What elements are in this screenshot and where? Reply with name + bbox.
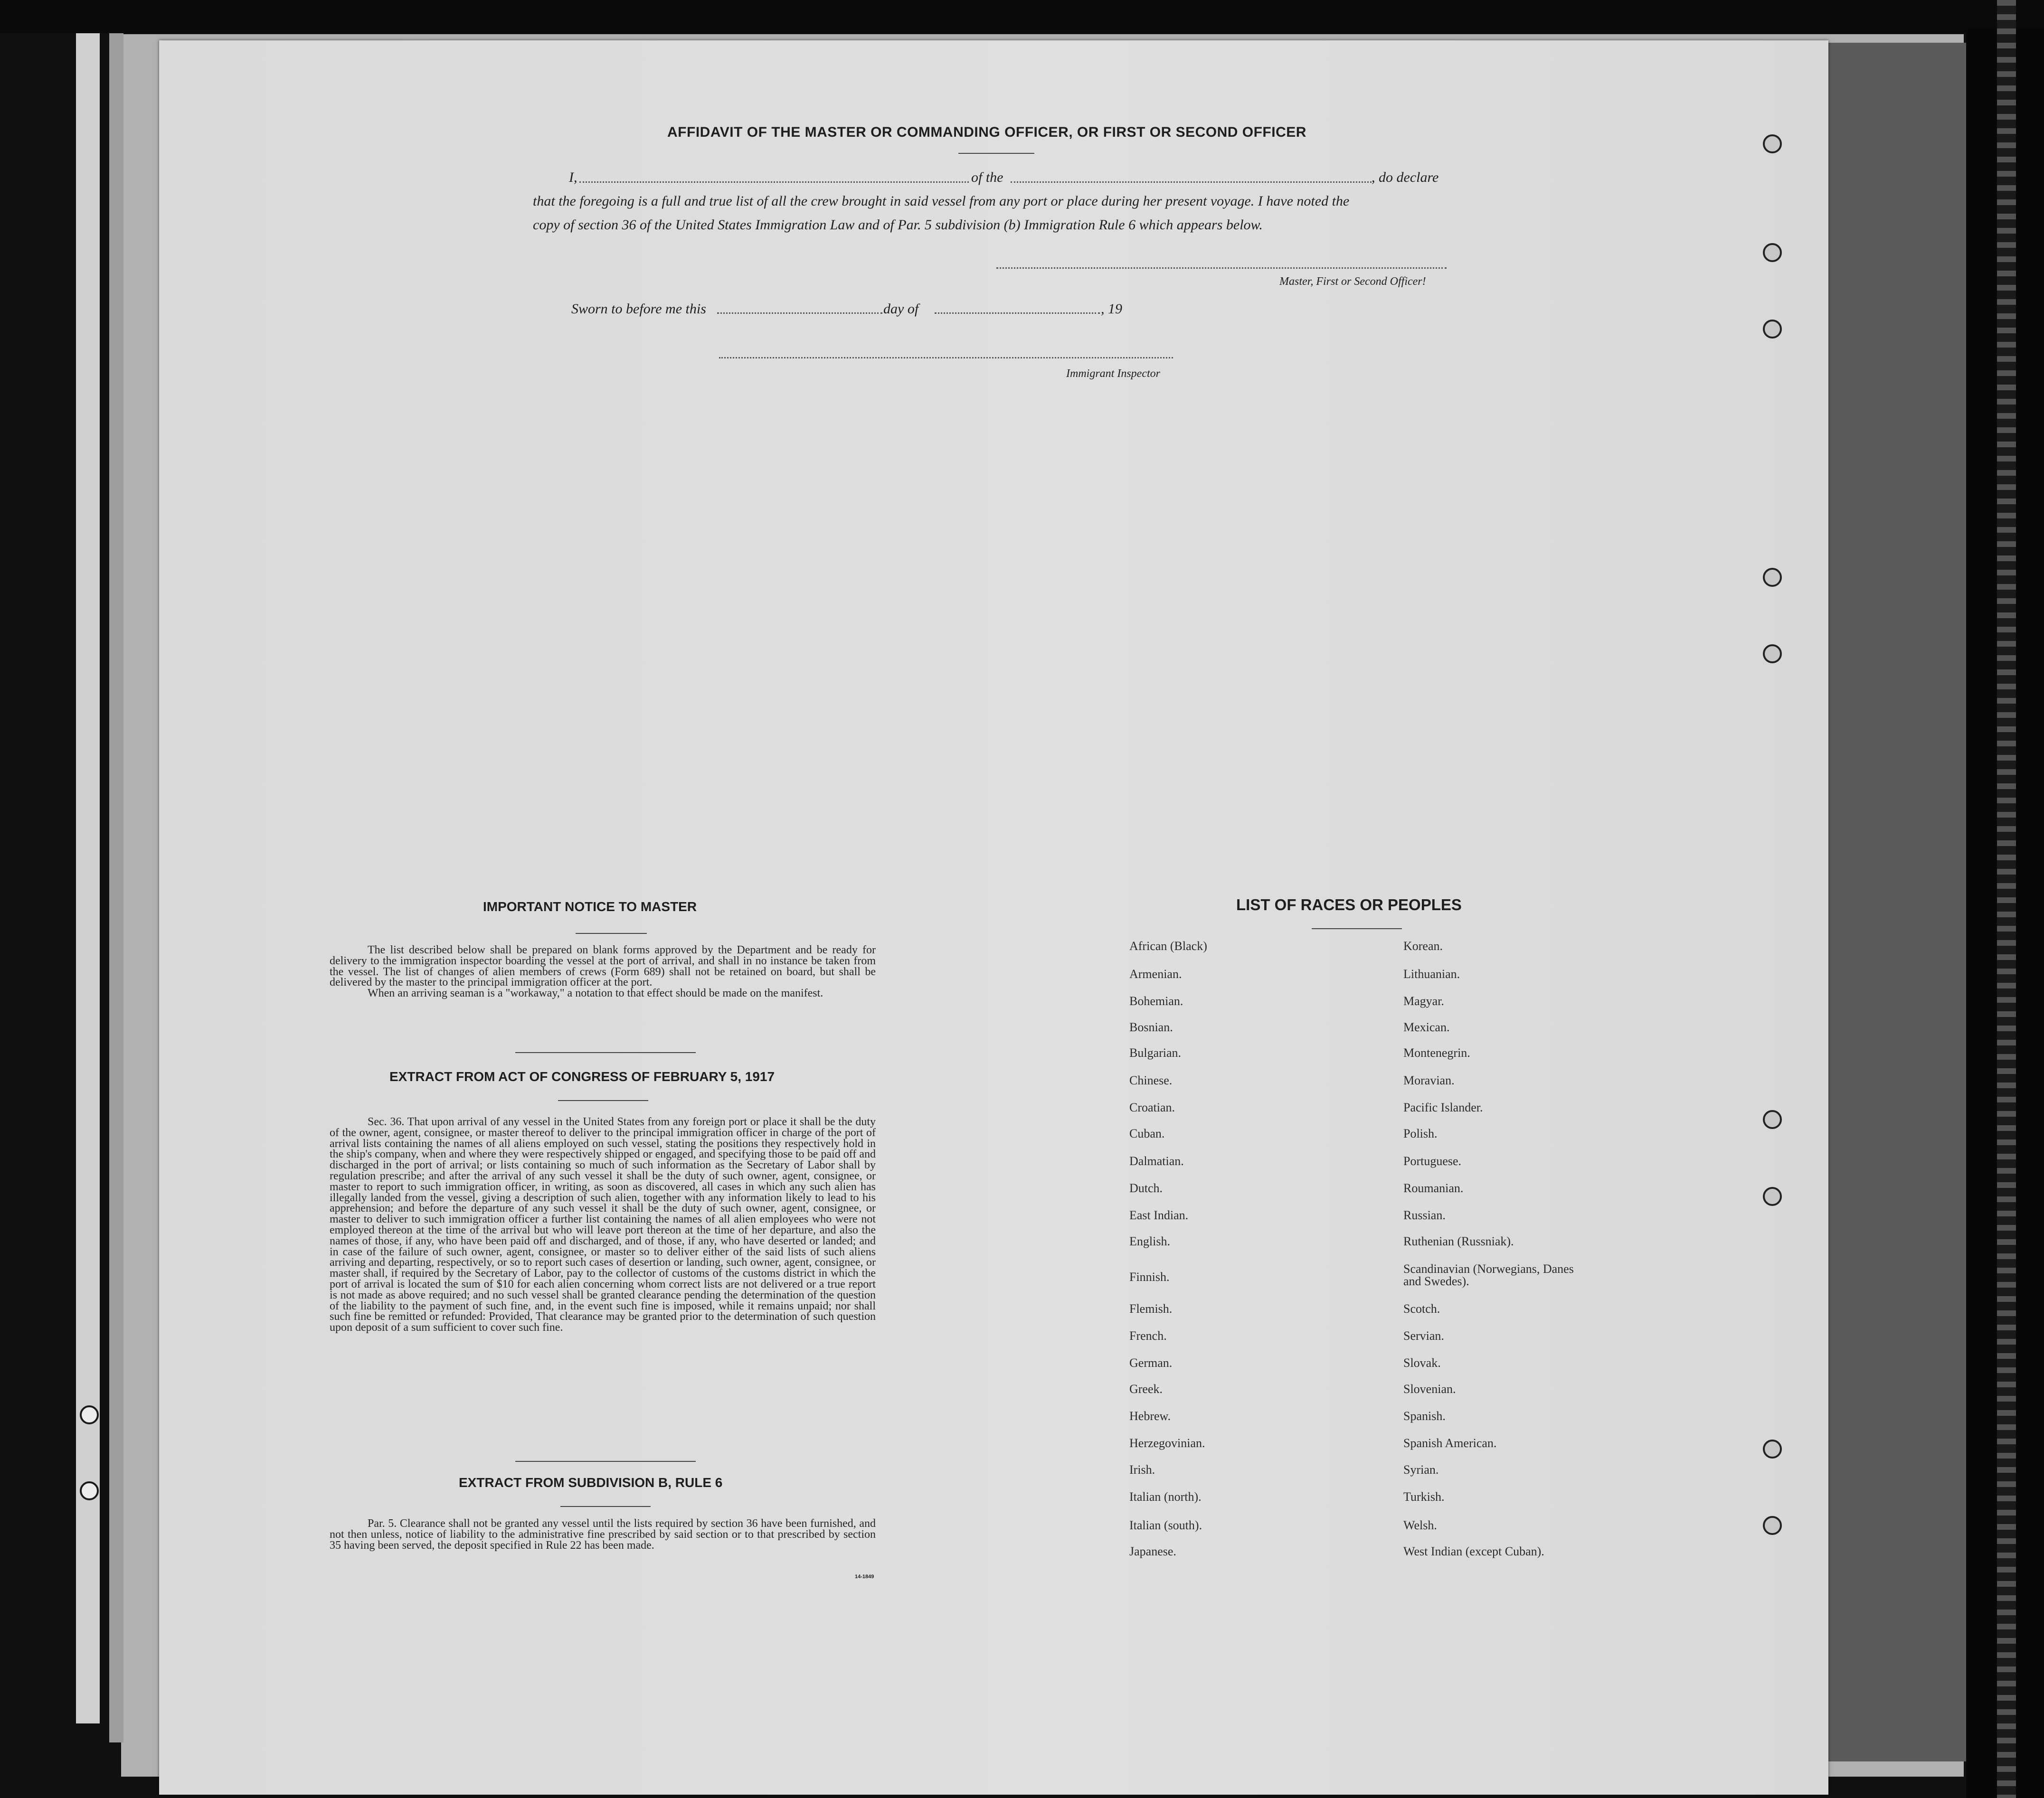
race-item: Croatian. [1129, 1101, 1175, 1114]
vessel-name-field[interactable] [1011, 181, 1372, 183]
inspector-signature-field[interactable] [719, 357, 1173, 358]
race-item: Japanese. [1129, 1544, 1176, 1558]
race-item: Welsh. [1403, 1518, 1437, 1532]
race-item: Greek. [1129, 1382, 1163, 1396]
rule-divider [560, 1506, 651, 1507]
race-item: Spanish American. [1403, 1436, 1497, 1450]
notice-paragraph-1: The list described below shall be prepared on blank forms approved by the Department and be ready for delivery to the immigration inspector boarding the vessel at the port of arrival, and shall in no instance be taken from the vessel. The list of changes of alien members of crews (Form 689) shall not be retained on board, but shall be delivered by the master to the principal immigration officer at the port. [330, 944, 876, 989]
affidavit-i: I, [569, 169, 577, 185]
act-section-36: Sec. 36. That upon arrival of any vessel in the United States from any foreign port or place it shall be the duty of the owner, agent, consignee, or master thereof to deliver to the principal immigration officer in charge of the port of arrival lists containing the names of all aliens employed on such vessel, stating the positions they respectively hold in the ship's company, when and where they were respectively shipped or engaged, and specifying those to be paid off and discharged in the port of arrival; or lists containing so much of such information as the Secretary of Labor shall by regulation prescribe; and after the arrival of any such vessel it shall be the duty of such owner, agent, consignee, or master to report to such immigration officer, in writing, as soon as discovered, all cases in which any such alien has illegally landed from the vessel, giving a description of such alien, together with any information likely to lead to his apprehension; and before the departure of any such vessel it shall be the duty of such owner, agent, consignee, or master to deliver to such immigration officer a further list containing the names of all alien employees who were not employed thereon at the time of the arrival but who will leave port thereon at the time of her departure, and also the names of those, if any, who have been paid off and discharged, and of those, if any, who have deserted or landed; and in case of the failure of such owner, agent, consignee, or master so to deliver either of the said lists of such aliens arriving and departing, respectively, or so to report such cases of desertion or landing, such owner, agent, consignee, or master shall, if required by the Secretary of Labor, pay to the collector of customs of the customs district in which the port of arrival is located the sum of $10 for each alien concerning whom correct lists are not delivered or a true report is not made as above required; and no such vessel shall be granted clearance pending the determination of the question of the liability to the payment of such fine, and, in the event such fine is imposed, while it remains unpaid; nor shall such fine be remitted or refunded: Provided, That clearance may be granted prior to the determination of such question upon deposit of a sum sufficient to cover such fine. [330, 1116, 876, 1334]
section-divider [515, 1052, 696, 1053]
race-item: Italian (south). [1129, 1518, 1202, 1532]
affidavit-line-3: copy of section 36 of the United States Immigration Law and of Par. 5 subdivision (b) Immigration Rule 6 which appears below. [533, 217, 1263, 233]
title-divider [958, 153, 1034, 154]
race-item: Bohemian. [1129, 994, 1183, 1008]
affidavit-declare: , do declare [1372, 169, 1439, 185]
race-item: Lithuanian. [1403, 967, 1460, 981]
race-item: Roumanian. [1403, 1181, 1464, 1195]
races-divider [1312, 928, 1402, 929]
race-item: Russian. [1403, 1208, 1446, 1222]
race-item: Herzegovinian. [1129, 1436, 1205, 1450]
left-page-strip [76, 33, 100, 1723]
race-item: Spanish. [1403, 1409, 1446, 1423]
race-item: English. [1129, 1234, 1170, 1248]
notice-text [330, 945, 876, 999]
race-item: African (Black) [1129, 939, 1207, 953]
race-item: Irish. [1129, 1463, 1155, 1477]
race-item: Italian (north). [1129, 1490, 1202, 1504]
rule-title: EXTRACT FROM SUBDIVISION B, RULE 6 [459, 1475, 723, 1490]
master-name-field[interactable] [579, 181, 969, 183]
punch-hole-icon [1763, 1516, 1782, 1535]
race-item: Chinese. [1129, 1073, 1173, 1087]
affidavit-line-2: that the foregoing is a full and true list of all the crew brought in said vessel from any port or place during her present voyage. I have noted the [533, 193, 1350, 209]
race-item: Flemish. [1129, 1302, 1173, 1316]
race-item: Armenian. [1129, 967, 1182, 981]
race-item: Dutch. [1129, 1181, 1163, 1195]
act-title: EXTRACT FROM ACT OF CONGRESS OF FEBRUARY 5, 1917 [389, 1069, 775, 1084]
race-item: Pacific Islander. [1403, 1101, 1483, 1114]
rule-text [330, 1518, 876, 1551]
punch-hole-icon [80, 1405, 99, 1424]
binding-edge [1997, 0, 2016, 1798]
right-shadow-sheet [1828, 43, 1966, 1761]
punch-hole-icon [1763, 1440, 1782, 1459]
affidavit-title: AFFIDAVIT OF THE MASTER OR COMMANDING OFFICER, OR FIRST OR SECOND OFFICER [667, 124, 1306, 140]
race-item: Portuguese. [1403, 1154, 1462, 1168]
race-item: Slovak. [1403, 1356, 1441, 1370]
form-number: 14-1849 [855, 1574, 874, 1580]
punch-hole-icon [1763, 1187, 1782, 1206]
race-item: Moravian. [1403, 1073, 1455, 1087]
section-divider [515, 1461, 696, 1462]
punch-hole-icon [1763, 1110, 1782, 1129]
race-item: German. [1129, 1356, 1173, 1370]
affidavit-of-the: of the [971, 169, 1003, 185]
race-item: Hebrew. [1129, 1409, 1171, 1423]
sworn-day-of: day of [883, 301, 919, 317]
race-item: Scotch. [1403, 1302, 1440, 1316]
notice-paragraph-2: When an arriving seaman is a "workaway," a notation to that effect should be made on the manifest. [368, 987, 823, 1000]
race-item: Bulgarian. [1129, 1046, 1182, 1060]
race-item: French. [1129, 1329, 1167, 1343]
left-page-edge [109, 33, 123, 1742]
race-item: Bosnian. [1129, 1020, 1173, 1034]
race-item: Finnish. [1129, 1270, 1170, 1284]
race-item: Scandinavian (Norwegians, Danes and Swedes). [1403, 1262, 1574, 1288]
race-item: West Indian (except Cuban). [1403, 1544, 1544, 1558]
sworn-prefix: Sworn to before me this [571, 301, 706, 317]
race-item: Dalmatian. [1129, 1154, 1184, 1168]
race-item: Cuban. [1129, 1127, 1165, 1140]
race-item: Ruthenian (Russniak). [1403, 1234, 1514, 1248]
notice-divider [576, 933, 647, 934]
race-item: Korean. [1403, 939, 1443, 953]
race-item: Syrian. [1403, 1463, 1439, 1477]
notice-title: IMPORTANT NOTICE TO MASTER [483, 899, 697, 914]
race-item: Polish. [1403, 1127, 1438, 1140]
punch-hole-icon [80, 1481, 99, 1500]
race-item: Turkish. [1403, 1490, 1445, 1504]
punch-hole-icon [1763, 320, 1782, 339]
race-item: East Indian. [1129, 1208, 1189, 1222]
rule-paragraph-5: Par. 5. Clearance shall not be granted any vessel until the lists required by section 36 have been furnished, and not then unless, notice of liability to the administrative fine prescribed by said section or to that prescribed by section 35 having been served, the deposit specified in Rule 22 has been made. [330, 1517, 876, 1552]
races-title: LIST OF RACES OR PEOPLES [1236, 896, 1462, 913]
act-divider [558, 1100, 648, 1101]
sworn-month-field[interactable] [935, 312, 1100, 314]
officer-signature-field[interactable] [996, 267, 1447, 269]
signature-label: Master, First or Second Officer! [1279, 275, 1426, 288]
sworn-day-field[interactable] [717, 312, 882, 314]
race-item: Montenegrin. [1403, 1046, 1470, 1060]
punch-hole-icon [1763, 568, 1782, 587]
race-item: Magyar. [1403, 994, 1444, 1008]
race-item: Slovenian. [1403, 1382, 1456, 1396]
scan-top-edge [0, 0, 2044, 33]
race-item: Servian. [1403, 1329, 1444, 1343]
act-text [330, 1117, 876, 1333]
punch-hole-icon [1763, 644, 1782, 663]
punch-hole-icon [1763, 134, 1782, 153]
race-item: Mexican. [1403, 1020, 1450, 1034]
punch-hole-icon [1763, 243, 1782, 262]
sworn-year: , 19 [1101, 301, 1122, 317]
inspector-label: Immigrant Inspector [1066, 367, 1160, 380]
